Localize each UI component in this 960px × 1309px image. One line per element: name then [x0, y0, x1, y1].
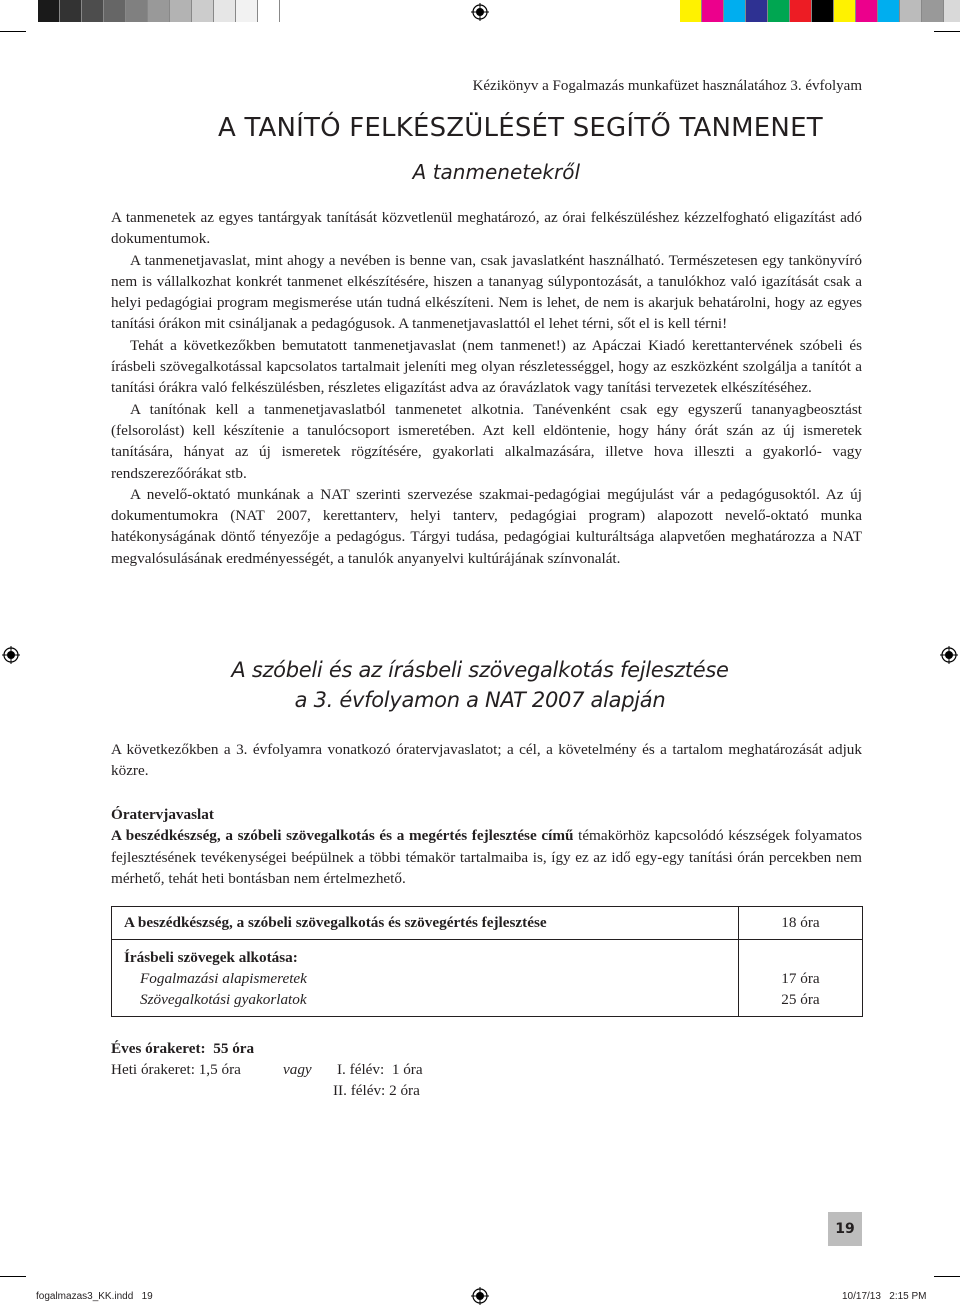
intro-text	[111, 207, 862, 569]
table-subitem: Fogalmazási alapismeretek	[140, 970, 307, 987]
semester-1: I. félév: 1 óra	[337, 1061, 423, 1078]
paragraph: Tehát a következőkben bemutatott tanmenetjavaslat (nem tanmenet!) az Apáczai Kiadó kerettantervének szóbeli és írásbeli szövegalkotással kapcsolatos tartalmait jeleníti meg olyan részletességgel, hogy az eszközként szolgálja a tanítót a tanítási órákra való felkészülésben, részletes eligazítást adva az óravázlatok vagy tanítási tervezetek elkészítéséhez.	[111, 336, 862, 397]
color-swatch	[60, 0, 82, 22]
oraterv-block	[111, 804, 862, 889]
paragraph: A tanítónak kell a tanmenetjavaslatból tanmenetet alkotnia. Tanévenként csak egy egyszerű tananyagbeosztást (felsorolást) kell készítenie a tanulócsoport ismeretében. Azt kell eldöntenie, hogy hány órát szán az új ismeretek tanítására, hányat az új ismeretek rögzítésére, gyakorlati alkalmazására, illetve hova illeszti a gyakorló- vagy rendszerezőórákat stb.	[111, 400, 862, 482]
weekly-hours: Heti órakeret: 1,5 óra	[111, 1061, 241, 1078]
section-intro	[111, 739, 862, 782]
color-swatch	[38, 0, 60, 22]
color-swatch	[856, 0, 878, 22]
running-head: Kézikönyv a Fogalmazás munkafüzet használatához 3. évfolyam	[472, 78, 862, 94]
paragraph: A tanmenetek az egyes tantárgyak tanítását közvetlenül meghatározó, az órai felkészüléshez kézzelfogható eligazítást adó dokumentumok.	[111, 209, 862, 248]
section-title-line: a 3. évfolyamon a NAT 2007 alapján	[294, 688, 666, 712]
color-swatch	[768, 0, 790, 22]
registration-mark-icon	[471, 3, 489, 21]
paragraph: A következőkben a 3. évfolyamra vonatkozó óratervjavaslatot; a cél, a követelmény és a tartalom meghatározását adjuk közre.	[111, 741, 862, 780]
color-swatch	[812, 0, 834, 22]
section-title-line: A szóbeli és az írásbeli szövegalkotás fejlesztése	[231, 658, 729, 682]
semester-2: II. félév: 2 óra	[333, 1082, 420, 1099]
color-swatch	[82, 0, 104, 22]
hours-table	[111, 906, 863, 1017]
page-title: A TANÍTÓ FELKÉSZÜLÉSÉT SEGÍTŐ TANMENET	[218, 113, 823, 143]
table-row	[112, 940, 863, 1017]
registration-mark-icon	[940, 646, 958, 664]
color-swatch	[900, 0, 922, 22]
color-swatch	[680, 0, 702, 22]
paragraph: A tanmenetjavaslat, mint ahogy a nevében is benne van, csak javaslatként használható. Természetesen egy tankönyvíró nem is vállalkozhat konkrét tanmenet elkészítésére, hiszen a tananyag súlypontozását, a tanulókhoz való igazítását csak a helyi pedagógiai program megismerése után tudná elkészíteni. Nem is lehet, de nem is akarjuk behatárolni, hogy az egyes tanítási órákon mit csináljanak a pedagógusok. A tanmenetjavaslattól el lehet térni, sőt el is kell térni!	[111, 251, 862, 333]
color-swatch	[104, 0, 126, 22]
color-swatch	[790, 0, 812, 22]
color-swatch	[214, 0, 236, 22]
color-swatch	[192, 0, 214, 22]
color-swatch	[258, 0, 280, 22]
color-swatch-bar	[680, 0, 960, 23]
table-cell: A beszédkészség, a szóbeli szövegalkotás és szövegértés fejlesztése	[112, 907, 739, 940]
crop-mark	[934, 31, 960, 32]
color-swatch	[922, 0, 944, 22]
color-swatch	[834, 0, 856, 22]
oraterv-bold-text: A beszédkészség, a szóbeli szövegalkotás és a megértés fejlesztése című	[111, 827, 574, 845]
slug-date: 10/17/13 2:15 PM	[842, 1291, 927, 1302]
registration-mark-icon	[471, 1287, 489, 1305]
registration-mark-icon	[2, 646, 20, 664]
color-swatch	[126, 0, 148, 22]
crop-mark	[0, 31, 26, 32]
slug-filename: fogalmazas3_KK.indd 19	[36, 1291, 153, 1302]
color-swatch	[702, 0, 724, 22]
page-subtitle: A tanmenetekről	[412, 160, 580, 184]
color-swatch	[148, 0, 170, 22]
annual-hours: Éves órakeret: 55 óra	[111, 1040, 255, 1057]
crop-mark	[0, 1276, 26, 1277]
color-swatch	[170, 0, 192, 22]
table-hours: 25 óra	[781, 991, 820, 1008]
color-swatch	[944, 0, 960, 22]
color-swatch	[878, 0, 900, 22]
weekly-or: vagy	[283, 1061, 312, 1078]
table-subitem: Szövegalkotási gyakorlatok	[140, 991, 307, 1008]
table-cell: 18 óra	[739, 907, 863, 940]
oraterv-text: témakörhöz kapcsolódó készségek folyamatos fejlesztésének tevékenységei beépülnek a többi témakör tartalmaiba is, így ez az idő egy-egy tanítási órán percekben nem mérhető, tehát heti bontásban nem értelmezhető.	[111, 827, 862, 887]
paragraph: A nevelő-oktató munkának a NAT szerinti szervezése szakmai-pedagógiai megújulást vár a pedagógusoktól. Az új dokumentumokra (NAT 2007, kerettanterv, helyi tanterv, pedagógiai program) alapozott nevelő-oktató munka hatékonyságának döntő tényezője a pedagógus. Tárgyi tudása, pedagógiai kulturáltsága alapvetően meghatározza a NAT megvalósulásának eredményességét, a tanulók anyanyelvi kultúrájának színvonalát.	[111, 485, 862, 567]
crop-mark	[934, 1276, 960, 1277]
color-swatch	[236, 0, 258, 22]
color-swatch	[746, 0, 768, 22]
table-cell	[739, 940, 863, 1017]
section-title	[180, 655, 780, 715]
table-cell	[112, 940, 739, 1017]
table-row	[112, 907, 863, 940]
page-number: 19	[828, 1212, 862, 1246]
gray-swatch-bar	[38, 0, 280, 23]
table-group-label: Írásbeli szövegek alkotása:	[124, 949, 298, 966]
color-swatch	[724, 0, 746, 22]
paragraph	[111, 825, 862, 889]
table-hours: 17 óra	[781, 970, 820, 987]
oraterv-heading: Óratervjavaslat	[111, 806, 214, 823]
